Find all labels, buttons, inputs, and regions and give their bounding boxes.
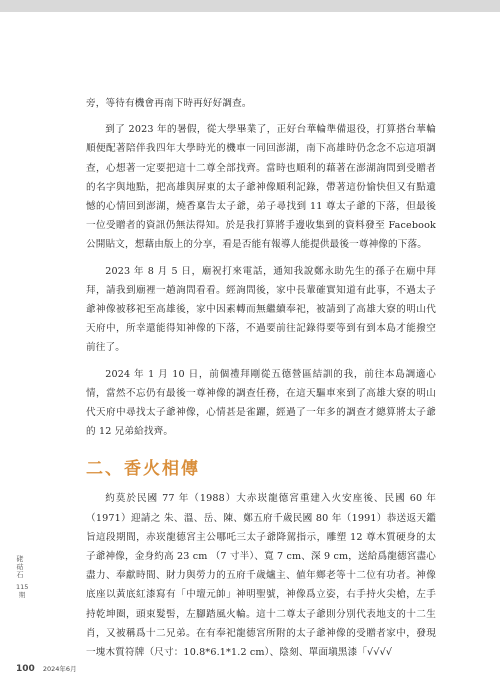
- page-footer: [16, 656, 77, 675]
- top-band: [0, 0, 500, 12]
- paragraph-aug-2023: 2023 年 8 月 5 日，廟祝打來電話，通知我說鄭永助先生的孫子在廟中拜拜，請我到廟裡一趟詢問看看。經詢問後，家中長輩確實知道有此事，不過太子爺神像被移祀至高雄後，家中因素轉而無繼續奉祀，被請到了高雄大寮的明山代天府中，所幸還能得知神像的下落，不過要前往記錄得要等到有到本島才能撥空前往了。: [86, 265, 436, 354]
- section-heading: 二、香火相傳: [86, 459, 200, 480]
- issue-number: 115期: [16, 583, 29, 599]
- paragraph-jan-2024: 2024 年 1 月 10 日，前個禮拜剛從五德營區結訓的我，前往本島調適心情，當然不忘仍有最後一尊神像的調查任務，在這天驅車來到了高雄大寮的明山代天府中尋找太子爺神像，心情甚是雀躍，經過了一年多的調查才總算將太子爺的 12 兄弟給找齊。: [86, 368, 436, 438]
- paragraph-section-two: 約莫於民國 77 年（1988）大赤崁龍德宮重建入火安座後、民國 60 年（1971）迎請之 朱、溫、岳、陳、鄭五府千歲民國 80 年（1991）恭送返天鑑旨這段期間，赤崁龍德宮主公哪吒三太子爺降駕指示，雕塑 12 尊木質硬身的太子爺神像，金身約高 23 cm （7 寸半）、寬 7 cm、深 9 cm，送給爲龍德宮盡心盡力、奉獻時間、財力與勞力的五府千歲爐主、値年鄉老等十二位有功者。神像底座以黃底紅漆寫有「中壇元帥」神明聖號，神像爲立姿，右手持火尖槍，左手持乾坤圈，頭束髮髻，左腳踏風火輪。這十二尊太子爺則分別代表地支的十二生肖，又被稱爲十二兄弟。在有奉祀龍德宮所附的太子爺神像的受贈者家中，發現一塊木質符牌（尺寸：10.8*6.1*1.2 cm）、陰刻、單面塡黑漆「√√√√: [86, 493, 436, 659]
- issue-date: 2024年6月: [42, 665, 77, 673]
- journal-title: 硓𥑮石: [16, 555, 24, 579]
- page-number: 100: [16, 664, 35, 674]
- article-body: [86, 94, 436, 662]
- paragraph-continuation: 旁，等待有機會再南下時再好好調查。: [86, 98, 252, 109]
- paragraph-summer-2023: 到了 2023 年的暑假，從大學畢業了，正好台華輪準備退役，打算搭台華輪順便配著陪伴我四年大學時光的機車一同回澎湖，南下高雄時仍念念不忘這項調查，心想著一定要把這十二尊全部找齊。當時也順利的藉著在澎湖詢問到受贈者的名字與地點，把高雄與屏東的太子爺神像順利記錄，帶著這份愉快但又有點遺憾的心情回到澎湖，燒香稟告太子爺，弟子尋找到 11 尊太子爺的下落，但最後一位受贈者的資訊仍無法得知。於是我打算將手邊收集到的資料發至 Facebook 公開貼文，想藉由版上的分享，看是否能有報導人能提供最後一尊神像的下落。: [86, 124, 436, 251]
- journal-sidebar: [16, 555, 28, 599]
